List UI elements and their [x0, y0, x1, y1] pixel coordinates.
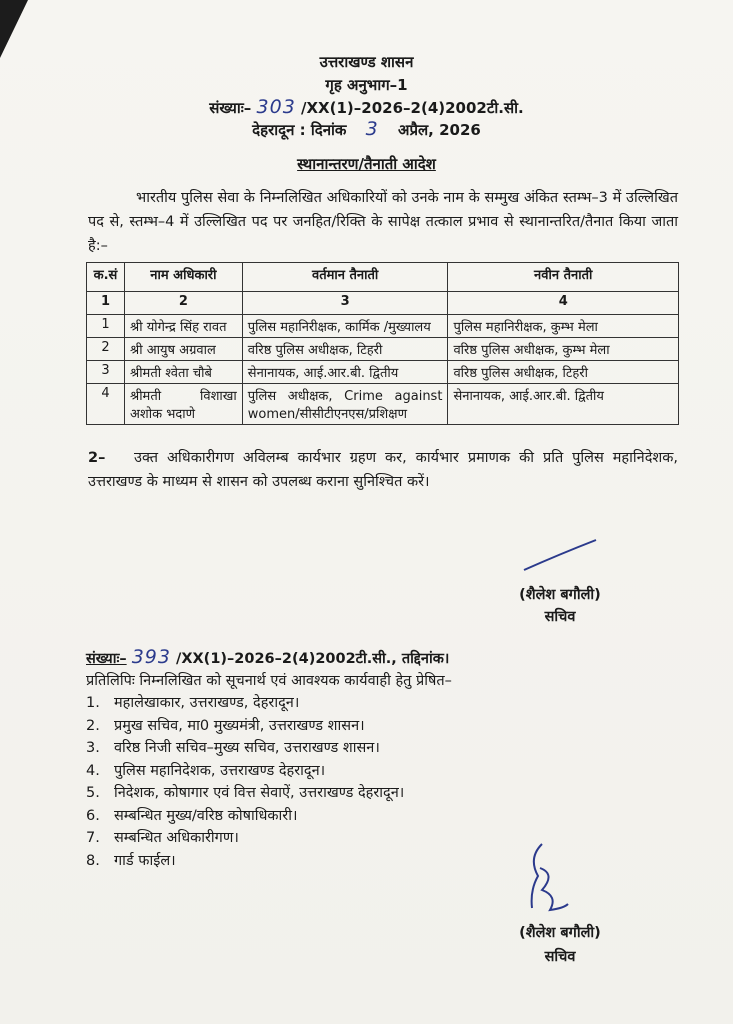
list-item: 4. पुलिस महानिदेशक, उत्तराखण्ड देहरादून। [86, 762, 326, 779]
col-header-name: नाम अधिकारी [124, 263, 242, 292]
col-number: 4 [448, 292, 679, 315]
copy-list [86, 692, 404, 872]
paragraph-2-number: 2– [88, 450, 106, 466]
handwritten-number: 303 [256, 96, 296, 118]
signature-stroke-1 [520, 536, 600, 576]
table-row [87, 315, 679, 338]
place-date-prefix: देहरादून : दिनांक [252, 121, 347, 139]
cell-current: वरिष्ठ पुलिस अधीक्षक, टिहरी [242, 338, 448, 361]
order-number-prefix: संख्याः– [209, 99, 252, 117]
order-title: स्थानान्तरण/तैनाती आदेश [297, 155, 436, 173]
section-title: गृह अनुभाग–1 [325, 76, 408, 94]
intro-paragraph: भारतीय पुलिस सेवा के निम्नलिखित अधिकारियों को उनके नाम के सम्मुख अंकित स्तम्भ–3 में उल्लिखित पद से, स्तम्भ–4 में उल्लिखित पद पर जनहित/रिक्ति के सापेक्ष तत्काल प्रभाव से स्थानान्तरित/तैनात किया जाता है:– [88, 190, 678, 254]
column-number-row [87, 292, 679, 315]
order-number [0, 96, 733, 118]
cell-current: सेनानायक, आई.आर.बी. द्वितीय [242, 361, 448, 384]
copy-intro: प्रतिलिपिः निम्नलिखित को सूचनार्थ एवं आवश्यक कार्यवाही हेतु प्रेषित– [86, 673, 452, 689]
cell-serial: 3 [87, 361, 125, 384]
signatory-designation: सचिव [544, 949, 576, 965]
handwritten-copy-number: 393 [131, 646, 171, 668]
list-item: 3. वरिष्ठ निजी सचिव–मुख्य सचिव, उत्तराखण्ड शासन। [86, 740, 380, 756]
signatory-name: (शैलेश बगौली) [519, 925, 601, 941]
transfer-table [86, 262, 679, 425]
signatory-designation: सचिव [544, 609, 576, 625]
col-header-current: वर्तमान तैनाती [242, 263, 448, 292]
cell-new: वरिष्ठ पुलिस अधीक्षक, कुम्भ मेला [448, 338, 679, 361]
col-number: 1 [87, 292, 125, 315]
copy-number-suffix: /XX(1)–2026–2(4)2002टी.सी., तद्दिनांक। [176, 651, 450, 667]
signature-block-1 [470, 584, 650, 626]
place-date [0, 118, 733, 140]
order-number-suffix: /XX(1)–2026–2(4)2002टी.सी. [301, 99, 524, 117]
table-row [87, 384, 679, 425]
signatory-name: (शैलेश बगौली) [519, 587, 601, 603]
copy-number [86, 646, 449, 668]
signature-block-2 [470, 922, 650, 966]
govt-title: उत्तराखण्ड शासन [319, 53, 414, 71]
list-item: 1. महालेखाकार, उत्तराखण्ड, देहरादून। [86, 695, 300, 711]
col-header-new: नवीन तैनाती [448, 263, 679, 292]
table-row [87, 338, 679, 361]
list-item: 2. प्रमुख सचिव, मा0 मुख्यमंत्री, उत्तराखण्ड शासन। [86, 717, 365, 734]
signature-stroke-2 [512, 838, 572, 918]
list-item: 7. सम्बन्धित अधिकारीगण। [86, 830, 239, 846]
place-date-suffix: अप्रैल, 2026 [397, 121, 481, 139]
col-number: 3 [242, 292, 448, 315]
paragraph-2 [88, 446, 678, 494]
col-number: 2 [124, 292, 242, 315]
col-header-serial: क.सं [87, 263, 125, 292]
cell-name: श्रीमती श्वेता चौबे [124, 361, 242, 384]
cell-serial: 4 [87, 384, 125, 425]
copy-number-prefix: संख्याः– [86, 651, 127, 667]
cell-serial: 2 [87, 338, 125, 361]
cell-current: पुलिस महानिरीक्षक, कार्मिक /मुख्यालय [242, 315, 448, 338]
paragraph-2-text: उक्त अधिकारीगण अविलम्ब कार्यभार ग्रहण कर, कार्यभार प्रमाणक की प्रति पुलिस महानिदेशक, उत्तराखण्ड के माध्यम से शासन को उपलब्ध कराना सुनिश्चित करें। [88, 450, 678, 490]
table-row [87, 361, 679, 384]
cell-name: श्री योगेन्द्र सिंह रावत [124, 315, 242, 338]
table-header-row [87, 263, 679, 292]
cell-serial: 1 [87, 315, 125, 338]
handwritten-date: 3 [365, 118, 379, 140]
dark-corner [0, 0, 28, 58]
cell-new: वरिष्ठ पुलिस अधीक्षक, टिहरी [448, 361, 679, 384]
cell-name: श्री आयुष अग्रवाल [124, 338, 242, 361]
list-item: 5. निदेशक, कोषागार एवं वित्त सेवाऐं, उत्तराखण्ड देहरादून। [86, 785, 405, 801]
cell-name: श्रीमती विशाखा अशोक भदाणे [124, 384, 242, 425]
cell-current: पुलिस अधीक्षक, Crime against women/सीसीटीएनएस/प्रशिक्षण [242, 384, 448, 425]
cell-new: पुलिस महानिरीक्षक, कुम्भ मेला [448, 315, 679, 338]
list-item: 6. सम्बन्धित मुख्य/वरिष्ठ कोषाधिकारी। [86, 807, 298, 824]
cell-new: सेनानायक, आई.आर.बी. द्वितीय [448, 384, 679, 425]
list-item: 8. गार्ड फाईल। [86, 852, 176, 869]
